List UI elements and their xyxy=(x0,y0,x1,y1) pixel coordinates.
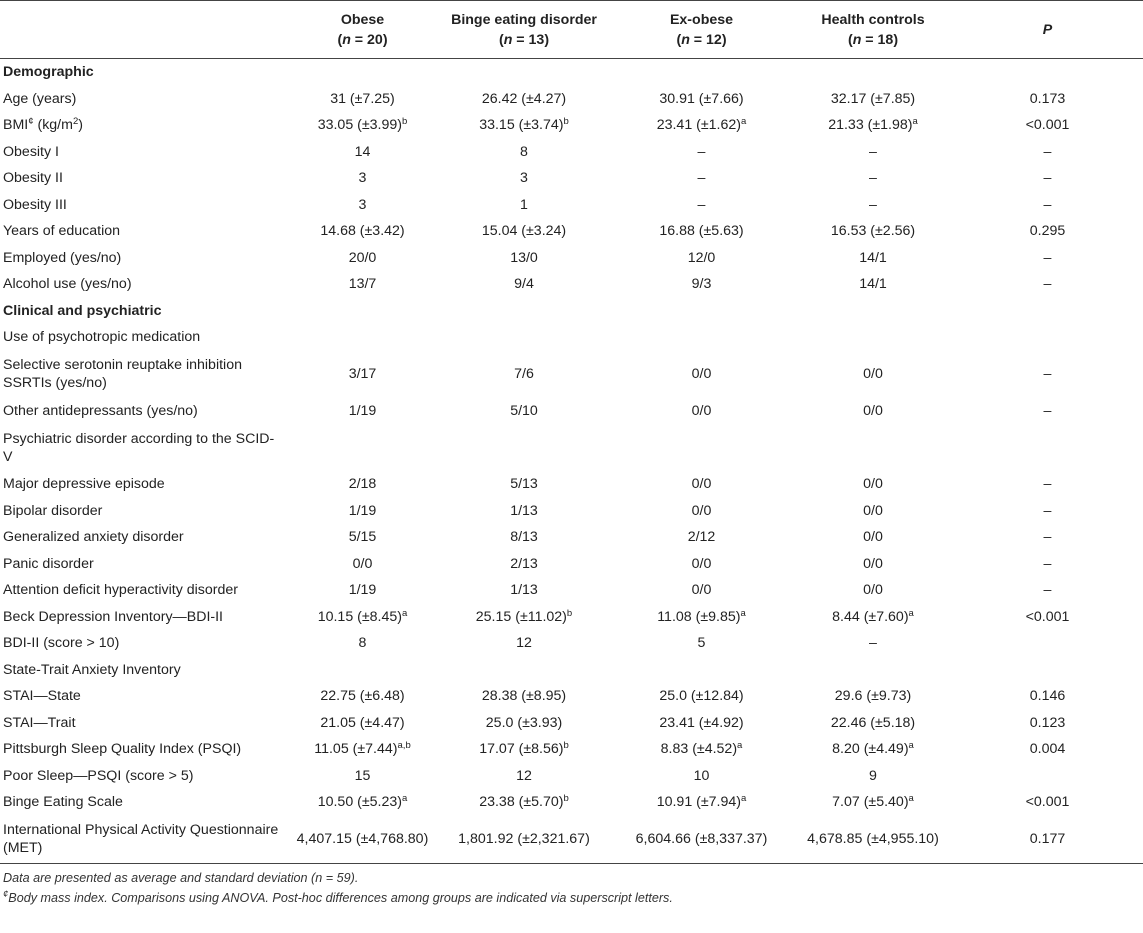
section-row xyxy=(0,59,1143,86)
table-cell xyxy=(286,657,439,684)
row-label: Poor Sleep—PSQI (score > 5) xyxy=(3,767,194,784)
table-cell: <0.001 xyxy=(1025,794,1070,811)
table-cell: 33.05 $(\pm 3.99)^b$ xyxy=(317,116,408,134)
table-cell: 0/0 xyxy=(691,366,712,382)
table-cell: 0/0 xyxy=(863,366,883,382)
table-cell: 28.38 (±8.95) xyxy=(481,688,567,705)
table-cell: 0/0 xyxy=(691,582,712,599)
section-title: Clinical and psychiatric xyxy=(3,302,162,319)
row-label: State-Trait Anxiety Inventory xyxy=(3,661,181,678)
section-row xyxy=(0,298,1143,325)
row-label: Obesity II xyxy=(3,170,63,187)
table-cell: 22.46 (±5.18) xyxy=(830,714,916,731)
table-cell: 12/0 xyxy=(687,249,716,266)
table-cell: 14 xyxy=(354,143,371,160)
table-cell: – xyxy=(869,143,877,160)
table-cell: 6,604.66 (±8,337.37) xyxy=(609,816,794,864)
table-cell: 8/13 xyxy=(510,529,538,546)
table-cell xyxy=(609,324,794,351)
row-label: Obesity I xyxy=(3,143,59,160)
table-cell: 0/0 xyxy=(691,402,712,419)
table-cell: – xyxy=(1043,555,1052,572)
table-cell: 8 xyxy=(358,635,367,652)
row-label: Binge Eating Scale xyxy=(3,794,123,811)
table-row xyxy=(0,86,1143,113)
table-cell: 2/13 xyxy=(510,555,538,572)
table-cell: – xyxy=(1043,249,1052,266)
table-cell: – xyxy=(1043,143,1052,160)
table-cell: – xyxy=(1043,502,1052,519)
table-cell xyxy=(952,630,1143,657)
table-cell xyxy=(439,424,609,471)
table-cell: 2/18 xyxy=(348,476,377,493)
table-row xyxy=(0,192,1143,219)
row-label: STAI—State xyxy=(3,688,81,705)
row-label: Alcohol use (yes/no) xyxy=(3,276,132,293)
table-cell: 1,801.92 (±2,321.67) xyxy=(439,816,609,864)
row-label: STAI—Trait xyxy=(3,714,76,731)
table-cell: 4,407.15 (±4,768.80) xyxy=(286,816,439,864)
table-cell: 15.04 (±3.24) xyxy=(481,223,567,240)
table-cell: 16.88 (±5.63) xyxy=(659,223,744,240)
row-label: Years of education xyxy=(3,223,121,240)
table-cell: 21.05 (±4.47) xyxy=(320,714,405,731)
table-cell: 10.91 $(\pm 7.94)^a$ xyxy=(656,793,747,811)
header-binge-eating: Binge eating disorder (n = 13) xyxy=(439,1,609,59)
table-cell: 22.75 (±6.48) xyxy=(320,688,405,705)
table-cell: 32.17 (±7.85) xyxy=(830,90,916,107)
row-label: Beck Depression Inventory—BDI-II xyxy=(3,608,223,625)
header-obese: Obese (n = 20) xyxy=(286,1,439,59)
table-row xyxy=(0,683,1143,710)
table-cell: 21.33 $(\pm 1.98)^a$ xyxy=(828,116,918,134)
table-row xyxy=(0,245,1143,272)
table-cell: 3/17 xyxy=(348,366,377,382)
row-label: International Physical Activity Questionnaire (MET) xyxy=(0,816,286,864)
table-cell xyxy=(609,657,794,684)
table-cell: 25.0 (±3.93) xyxy=(485,714,563,731)
table-row xyxy=(0,736,1143,763)
table-row xyxy=(0,351,1143,398)
table-cell xyxy=(952,657,1143,684)
row-label: Bipolar disorder xyxy=(3,502,103,519)
table-cell: 9/4 xyxy=(514,276,534,293)
table-row xyxy=(0,424,1143,471)
table-cell: 2/12 xyxy=(687,529,716,546)
table-row xyxy=(0,604,1143,631)
table-cell: 13/7 xyxy=(348,276,377,293)
table-row xyxy=(0,324,1143,351)
table-row xyxy=(0,816,1143,864)
table-cell: 5/15 xyxy=(348,529,377,546)
table-cell xyxy=(794,657,952,684)
table-cell: 0/0 xyxy=(863,402,883,419)
table-cell: 0/0 xyxy=(863,502,883,519)
table-row xyxy=(0,657,1143,684)
table-cell: 15 xyxy=(354,767,371,784)
row-label: Pittsburgh Sleep Quality Index (PSQI) xyxy=(3,741,242,758)
table-cell: 0.173 xyxy=(1029,90,1066,107)
table-cell: 23.38 $(\pm 5.70)^b$ xyxy=(479,793,569,811)
table-cell: 14/1 xyxy=(859,276,887,293)
table-cell xyxy=(439,324,609,351)
table-cell: 23.41 $(\pm 1.62)^a$ xyxy=(656,116,747,134)
row-label: Major depressive episode xyxy=(3,476,165,493)
table-cell: 12 xyxy=(516,635,532,652)
table-cell: 8.44 $(\pm 7.60)^a$ xyxy=(832,607,914,625)
footnote-2: ¢Body mass index. Comparisons using ANOVA. Post-hoc differences among groups are indicated via superscript letters. xyxy=(3,889,673,905)
table-cell: 9/3 xyxy=(691,276,712,293)
table-cell: 8.20 $(\pm 4.49)^a$ xyxy=(832,740,914,758)
table-cell: 31 (±7.25) xyxy=(330,90,395,107)
table-cell: 0.004 xyxy=(1029,741,1066,758)
table-cell: – xyxy=(697,143,706,160)
table-cell xyxy=(952,324,1143,351)
header-ex-obese: Ex-obese (n = 12) xyxy=(609,1,794,59)
table-row xyxy=(0,165,1143,192)
row-label: Obesity III xyxy=(3,196,67,213)
table-cell: 11.08 $(\pm 9.85)^a$ xyxy=(657,607,746,625)
table-cell: 0/0 xyxy=(863,476,883,493)
table-row xyxy=(0,498,1143,525)
table-cell xyxy=(286,324,439,351)
table-row xyxy=(0,398,1143,425)
table-cell: – xyxy=(1043,402,1052,419)
footnote-1: Data are presented as average and standard deviation (n = 59). xyxy=(3,871,359,885)
table-cell: 3 xyxy=(358,170,367,187)
table-cell: 1/19 xyxy=(348,502,377,519)
row-label: Other antidepressants (yes/no) xyxy=(3,402,198,419)
table-row xyxy=(0,763,1143,790)
table-cell: 14/1 xyxy=(859,249,887,266)
table-cell: 10.50 $(\pm 5.23)^a$ xyxy=(317,793,408,811)
table-row xyxy=(0,471,1143,498)
table-cell: 1/19 xyxy=(348,582,377,599)
row-label: Attention deficit hyperactivity disorder xyxy=(3,582,238,599)
table-cell: <0.001 xyxy=(1025,117,1070,134)
table-cell: – xyxy=(869,635,877,652)
row-label: Use of psychotropic medication xyxy=(3,329,201,346)
table-cell: 1/19 xyxy=(348,402,377,419)
table-cell: 12 xyxy=(516,767,532,784)
table-cell: <0.001 xyxy=(1025,608,1070,625)
section-title: Demographic xyxy=(3,64,94,81)
table-cell: 1/13 xyxy=(510,502,538,519)
table-cell: – xyxy=(1043,366,1052,382)
table-cell: – xyxy=(1043,529,1052,546)
table-cell: 0/0 xyxy=(691,476,712,493)
table-cell: 25.15 $(\pm 11.02)^b$ xyxy=(475,607,573,625)
table-cell: 4,678.85 (±4,955.10) xyxy=(794,816,952,864)
table-cell: – xyxy=(869,196,877,213)
table-cell xyxy=(952,763,1143,790)
table-cell: 0.123 xyxy=(1029,714,1066,731)
table-cell: – xyxy=(1043,276,1052,293)
table-cell: 14.68 (±3.42) xyxy=(320,223,405,240)
table-cell: 3 xyxy=(358,196,367,213)
table-cell xyxy=(794,324,952,351)
table-row xyxy=(0,218,1143,245)
table-header xyxy=(0,1,1143,59)
table-cell: 7.07 $(\pm 5.40)^a$ xyxy=(832,793,914,811)
header-health-controls: Health controls (n = 18) xyxy=(794,1,952,59)
table-cell: – xyxy=(869,170,877,187)
table-cell: – xyxy=(1043,196,1052,213)
table-cell xyxy=(439,657,609,684)
table-cell: 16.53 (±2.56) xyxy=(830,223,916,240)
table-cell: 25.0 (±12.84) xyxy=(659,688,744,705)
table-cell: – xyxy=(697,196,706,213)
table-cell: 13/0 xyxy=(510,249,538,266)
table-cell: 5/10 xyxy=(510,402,538,419)
table-footnotes xyxy=(3,868,673,908)
table-row xyxy=(0,630,1143,657)
table-cell xyxy=(609,424,794,471)
row-label: Psychiatric disorder according to the SCID-V xyxy=(3,430,275,465)
table-cell: 11.05 $(\pm 7.44)^{a,b}$ xyxy=(314,740,411,758)
header-p-value: P xyxy=(952,1,1143,59)
table-cell: 0/0 xyxy=(863,555,883,572)
table-cell: 10 xyxy=(693,767,710,784)
table-row xyxy=(0,551,1143,578)
table-cell: 1 xyxy=(520,196,528,213)
table-row xyxy=(0,577,1143,604)
table-cell: 0/0 xyxy=(863,529,883,546)
table-cell: – xyxy=(1043,170,1052,187)
table-body xyxy=(0,59,1143,864)
row-label: BDI-II (score > 10) xyxy=(3,635,120,652)
table-cell: 1/13 xyxy=(510,582,538,599)
table-cell: 8 xyxy=(520,143,528,160)
table-cell: 0/0 xyxy=(691,502,712,519)
table-cell: 20/0 xyxy=(348,249,377,266)
table-cell: 0/0 xyxy=(691,555,712,572)
table-cell: 0/0 xyxy=(352,555,373,572)
table-cell: 0/0 xyxy=(863,582,883,599)
row-label: Selective serotonin reuptake inhibition SSRTIs (yes/no) xyxy=(3,357,242,391)
table-cell: 9 xyxy=(869,767,877,784)
table-cell: 26.42 (±4.27) xyxy=(481,90,567,107)
header-corner xyxy=(0,1,286,59)
table-row xyxy=(0,710,1143,737)
table-cell: 3 xyxy=(520,170,528,187)
table-cell: – xyxy=(1043,582,1052,599)
row-label: BMI¢ $(kg/m^2)$ xyxy=(3,116,83,134)
table-cell: 8.83 $(\pm 4.52)^a$ xyxy=(660,740,743,758)
table-cell: 5 xyxy=(697,635,706,652)
row-label: Generalized anxiety disorder xyxy=(3,529,184,546)
row-label: Age (years) xyxy=(3,90,77,107)
table-cell: 0.146 xyxy=(1029,688,1066,705)
row-label: Employed (yes/no) xyxy=(3,249,122,266)
table-cell: 33.15 $(\pm 3.74)^b$ xyxy=(479,116,569,134)
table-cell: 10.15 $(\pm 8.45)^a$ xyxy=(317,607,408,625)
table-row xyxy=(0,112,1143,139)
table-row xyxy=(0,139,1143,166)
table-cell: 0.295 xyxy=(1029,223,1066,240)
table-row xyxy=(0,524,1143,551)
row-label: Panic disorder xyxy=(3,555,94,572)
table-cell: 30.91 (±7.66) xyxy=(659,90,744,107)
table-row xyxy=(0,789,1143,816)
table-row xyxy=(0,271,1143,298)
table-cell xyxy=(952,424,1143,471)
table-cell xyxy=(794,424,952,471)
table-cell: 17.07 $(\pm 8.56)^b$ xyxy=(479,740,569,758)
table-cell: 29.6 (±9.73) xyxy=(834,688,912,705)
table-cell: 7/6 xyxy=(514,366,534,382)
table-cell: 0.177 xyxy=(952,816,1143,864)
table-cell: – xyxy=(697,170,706,187)
table-cell: 23.41 (±4.92) xyxy=(659,714,744,731)
table-cell: – xyxy=(1043,476,1052,493)
table-cell xyxy=(286,424,439,471)
table-cell: 5/13 xyxy=(510,476,538,493)
